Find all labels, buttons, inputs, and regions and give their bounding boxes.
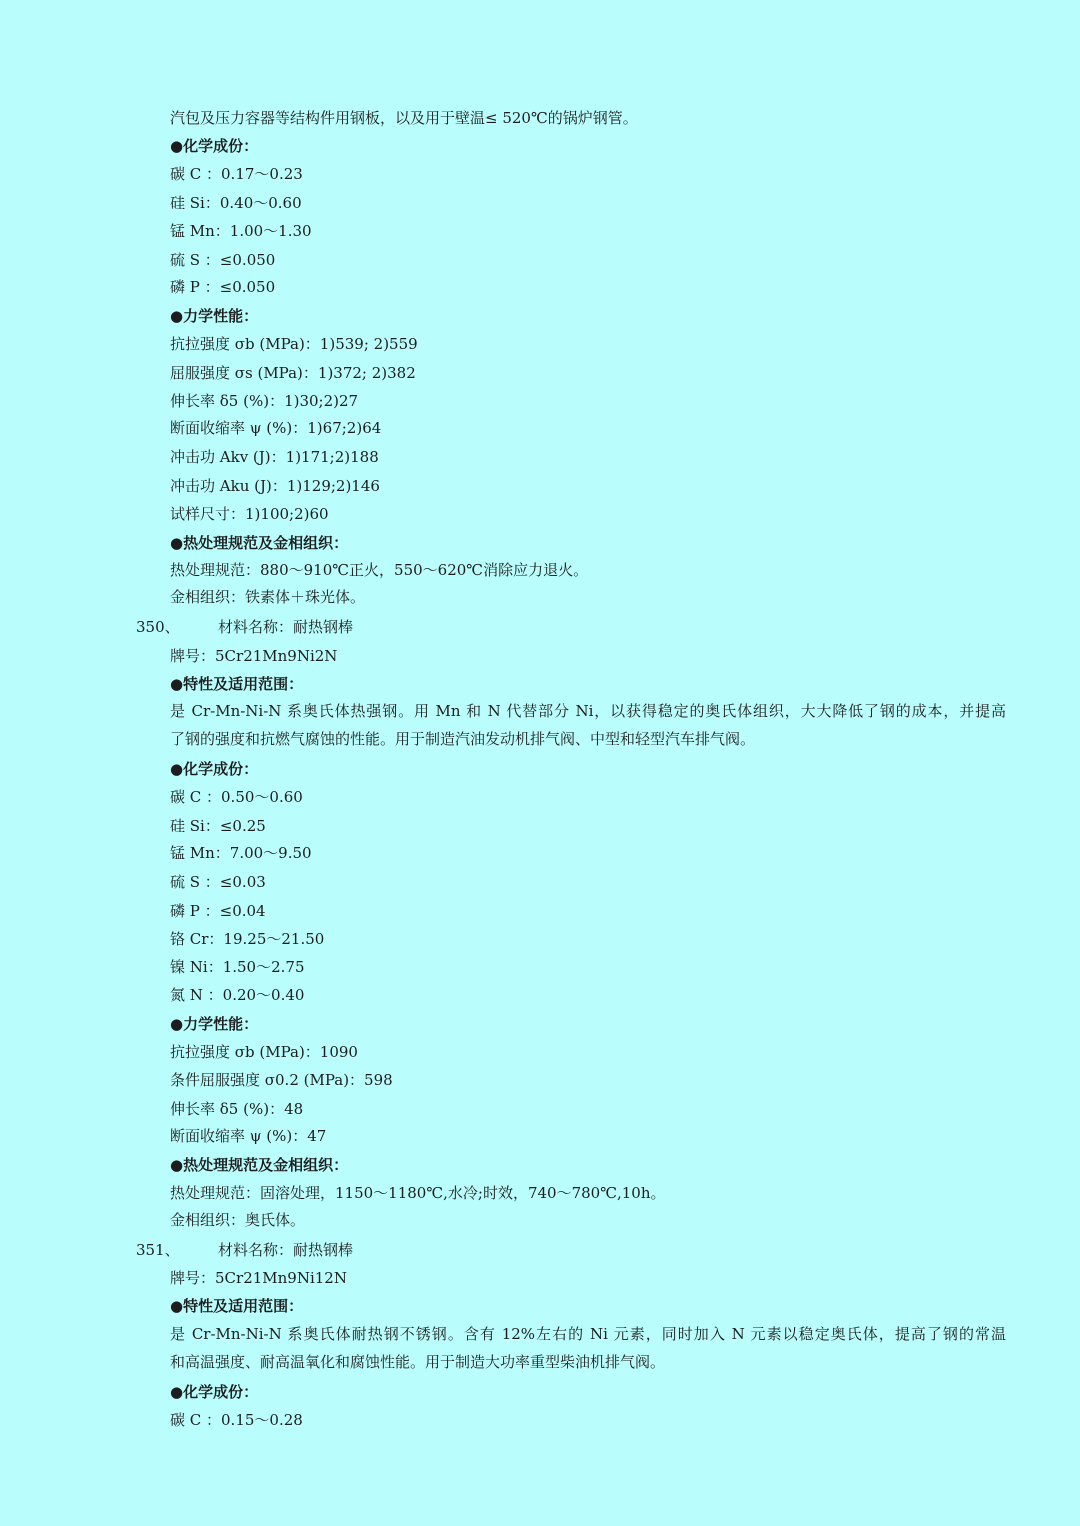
mech-line: 抗拉强度 σb (MPa)：1090 xyxy=(170,1043,358,1061)
feature-heading: ●特性及适用范围： xyxy=(170,675,304,693)
section-number: 351、 xyxy=(136,1241,180,1259)
microstructure-text: 金相组织：奥氏体。 xyxy=(170,1211,306,1229)
feature-text-line: 了钢的强度和抗燃气腐蚀的性能。用于制造汽油发动机排气阀、中型和轻型汽车排气阀。 xyxy=(170,730,756,748)
heat-treatment-text: 热处理规范：固溶处理，1150～1180℃,水冷;时效，740～780℃,10h。 xyxy=(170,1184,666,1202)
chem-line: 硫 S ：≤0.03 xyxy=(170,873,266,891)
chem-line: 碳 C ：0.17～0.23 xyxy=(170,165,303,183)
material-title: 材料名称：耐热钢棒 xyxy=(218,1241,354,1259)
mech-heading: ●力学性能： xyxy=(170,307,259,325)
chem-line: 碳 C ：0.50～0.60 xyxy=(170,788,303,806)
chem-line: 磷 P ：≤0.050 xyxy=(170,278,276,296)
feature-text-line: 是 Cr-Mn-Ni-N 系奥氏体热强钢。用 Mn 和 N 代替部分 Ni，以获得稳定的奥氏体组织，大大降低了钢的成本，并提高 xyxy=(170,702,1006,720)
chem-line: 硅 Si：0.40～0.60 xyxy=(170,194,302,212)
mech-line: 屈服强度 σs (MPa)：1)372; 2)382 xyxy=(170,364,416,382)
chem-line: 硅 Si：≤0.25 xyxy=(170,817,266,835)
heat-heading: ●热处理规范及金相组织： xyxy=(170,534,349,552)
mech-heading: ●力学性能： xyxy=(170,1015,259,1033)
chem-line: 锰 Mn：1.00～1.30 xyxy=(170,222,312,240)
feature-text-line: 是 Cr-Mn-Ni-N 系奥氏体耐热钢不锈钢。含有 12%左右的 Ni 元素，同时加入 N 元素以稳定奥氏体，提高了钢的常温 xyxy=(170,1325,1006,1343)
heat-heading: ●热处理规范及金相组织： xyxy=(170,1156,349,1174)
mech-line: 冲击功 Aku (J)：1)129;2)146 xyxy=(170,477,380,495)
mech-line: 伸长率 δ5 (%)：1)30;2)27 xyxy=(170,392,359,410)
chem-line: 硫 S ：≤0.050 xyxy=(170,251,276,269)
material-title: 材料名称：耐热钢棒 xyxy=(218,618,354,636)
grade-text: 牌号：5Cr21Mn9Ni12N xyxy=(170,1269,347,1287)
heat-treatment-text: 热处理规范：880～910℃正火，550～620℃消除应力退火。 xyxy=(170,561,589,579)
mech-line: 试样尺寸：1)100;2)60 xyxy=(170,505,329,523)
chem-line: 磷 P ：≤0.04 xyxy=(170,902,266,920)
mech-line: 冲击功 Akv (J)：1)171;2)188 xyxy=(170,448,379,466)
feature-heading: ●特性及适用范围： xyxy=(170,1297,304,1315)
chem-line: 铬 Cr：19.25～21.50 xyxy=(170,930,325,948)
microstructure-text: 金相组织：铁素体＋珠光体。 xyxy=(170,588,366,606)
mech-line: 伸长率 δ5 (%)：48 xyxy=(170,1100,304,1118)
intro-tail-text: 汽包及压力容器等结构件用钢板，以及用于壁温≤ 520℃的锅炉钢管。 xyxy=(170,109,638,127)
mech-line: 断面收缩率 ψ (%)：47 xyxy=(170,1127,327,1145)
mech-line: 抗拉强度 σb (MPa)：1)539; 2)559 xyxy=(170,335,418,353)
chem-line: 氮 N ：0.20～0.40 xyxy=(170,986,305,1004)
chem-heading: ●化学成份： xyxy=(170,760,259,778)
grade-text: 牌号：5Cr21Mn9Ni2N xyxy=(170,647,338,665)
mech-line: 断面收缩率 ψ (%)：1)67;2)64 xyxy=(170,419,382,437)
feature-text-line: 和高温强度、耐高温氧化和腐蚀性能。用于制造大功率重型柴油机排气阀。 xyxy=(170,1353,666,1371)
chem-heading: ●化学成份： xyxy=(170,1383,259,1401)
mech-line: 条件屈服强度 σ0.2 (MPa)：598 xyxy=(170,1071,393,1089)
chem-line: 镍 Ni：1.50～2.75 xyxy=(170,958,305,976)
chem-line: 锰 Mn：7.00～9.50 xyxy=(170,844,312,862)
chem-heading: ●化学成份： xyxy=(170,137,259,155)
section-number: 350、 xyxy=(136,618,180,636)
chem-line: 碳 C ：0.15～0.28 xyxy=(170,1411,303,1429)
